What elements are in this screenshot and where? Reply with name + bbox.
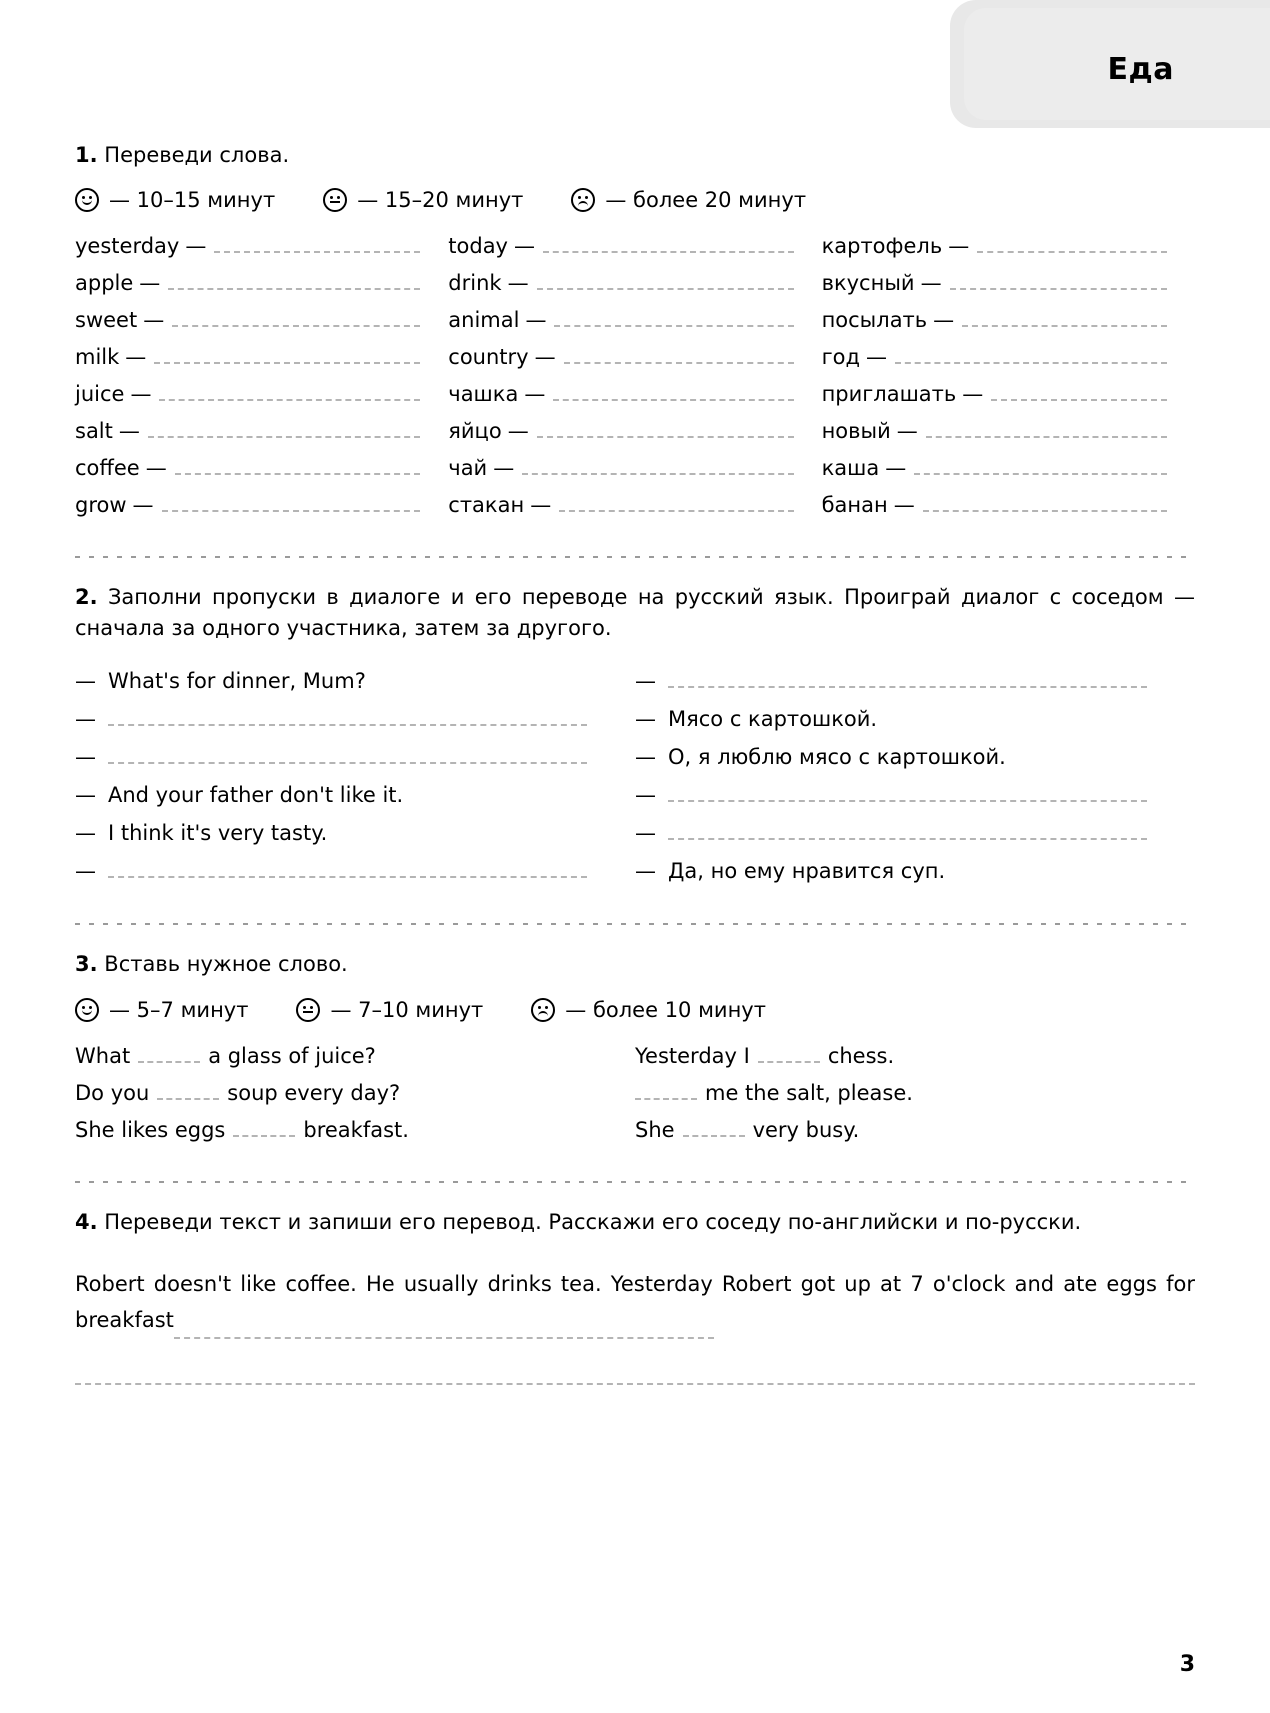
dash: — [75,669,96,694]
word-label: каша [821,456,880,481]
sentence-row [75,1044,635,1081]
dash: — [75,821,96,846]
word-label: посылать [821,308,928,333]
answer-blank[interactable] [554,311,793,327]
dialogue-text: О, я люблю мясо с картошкой. [668,745,1006,770]
word-row [75,308,448,345]
word-row [448,456,821,493]
word-row [822,345,1195,382]
answer-blank[interactable] [138,1049,200,1063]
sentence-post: me the salt, please. [705,1080,913,1105]
word-row [75,345,448,382]
dash: — [962,382,984,407]
word-row [822,271,1195,308]
task-1-word-grid [75,234,1195,530]
word-row [822,456,1195,493]
sentence-row [635,1118,1195,1155]
task-2-number: 2. [75,585,98,610]
sentence-post: breakfast. [303,1117,409,1142]
sentence-pre: Do you [75,1080,150,1105]
dash: — [534,345,556,370]
word-label: банан [821,493,888,518]
dash: — [139,271,161,296]
sentence-post: very busy. [752,1117,860,1142]
dialogue-line [635,745,1195,783]
word-row [822,234,1195,271]
answer-blank[interactable] [895,348,1167,364]
word-label: yesterday [75,234,180,259]
dialogue-text: Мясо с картошкой. [668,707,878,732]
page-title: Еда [1107,52,1174,87]
timing-happy [75,998,248,1022]
task-1-column-3 [822,234,1195,530]
answer-blank[interactable] [950,274,1167,290]
word-label: apple [75,271,134,296]
answer-blank[interactable] [108,748,587,764]
word-row [75,234,448,271]
word-label: яйцо [448,419,502,444]
answer-blank[interactable] [75,1383,1195,1385]
timing-neutral-label: — 15–20 минут [357,188,524,213]
timing-sad-label: — более 10 минут [565,997,766,1022]
task-3-column-1 [75,1044,635,1155]
dash: — [865,345,887,370]
word-row [448,345,821,382]
dash: — [185,234,207,259]
answer-blank[interactable] [214,237,420,253]
task-3-heading [75,949,1195,979]
answer-blank[interactable] [172,311,420,327]
timing-happy-label: — 10–15 минут [109,188,276,213]
answer-blank[interactable] [162,496,421,512]
dash: — [493,456,515,481]
sentence-pre: She likes eggs [75,1117,226,1142]
answer-blank[interactable] [159,385,420,401]
word-row [448,419,821,456]
timing-happy [75,188,275,212]
section-divider [75,1181,1195,1183]
answer-blank[interactable] [962,311,1167,327]
answer-blank[interactable] [668,672,1147,688]
dash: — [635,745,656,770]
task-1-number: 1. [75,143,98,167]
task-3-timing [75,998,1195,1022]
dash: — [514,234,535,259]
timing-happy-label: — 5–7 минут [109,997,249,1022]
dash: — [75,745,96,770]
dash: — [933,308,955,333]
task-1-title: Переведи слова. [104,143,290,167]
dash: — [75,783,96,808]
dash: — [125,345,147,370]
dialogue-line [635,783,1195,821]
dialogue-text: What's for dinner, Mum? [108,669,366,694]
word-label: новый [821,419,891,444]
task-2-title: Заполни пропуски в диалоге и его переводе на русский язык. Проиграй диалог с соседом — сначала за одного участника, затем за другого. [75,585,1195,640]
word-row [822,419,1195,456]
task-4-title: Переведи текст и запиши его перевод. Расскажи его соседу по-английски и по-русски. [104,1209,1082,1234]
word-row [75,382,448,419]
dialogue-line [635,821,1195,859]
dash: — [524,382,546,407]
dialogue-line [75,669,635,707]
sentence-post: a glass of juice? [208,1043,376,1068]
word-label: today [448,234,508,259]
answer-blank[interactable] [148,422,420,438]
word-row [822,493,1195,530]
word-label: juice [75,382,125,407]
word-label: sweet [75,308,138,333]
task-3-number: 3. [75,952,98,977]
timing-sad-label: — более 20 минут [605,188,807,213]
smiley-happy-icon [75,998,99,1022]
sentence-pre: She [635,1117,675,1142]
word-label: coffee [75,456,140,481]
sentence-row [635,1081,1195,1118]
dash: — [145,456,167,481]
task-4-text: Robert doesn't like coffee. He usually drinks tea. Yesterday Robert got up at 7 o'clock and ate eggs for breakfast [75,1272,1195,1332]
answer-blank[interactable] [559,496,793,512]
answer-blank[interactable] [553,385,793,401]
answer-blank[interactable] [564,348,794,364]
timing-neutral-label: — 7–10 минут [330,997,484,1022]
task-1-column-1 [75,234,448,530]
task-3-sentences [75,1044,1195,1155]
answer-blank[interactable] [233,1123,295,1137]
word-row [448,271,821,308]
dash: — [143,308,165,333]
dash: — [635,783,656,808]
word-row [448,308,821,345]
smiley-sad-icon [531,998,555,1022]
answer-blank[interactable] [668,824,1147,840]
word-row [75,419,448,456]
word-label: drink [448,271,502,296]
word-row [448,382,821,419]
timing-sad [531,998,766,1022]
word-label: чай [448,456,488,481]
dash: — [525,308,547,333]
answer-blank[interactable] [914,459,1167,475]
answer-blank[interactable] [174,1323,714,1339]
dialogue-text: And your father don't like it. [108,783,404,808]
word-row [822,382,1195,419]
dash: — [75,707,96,732]
timing-sad [571,188,806,212]
answer-blank[interactable] [157,1086,219,1100]
dash: — [920,271,942,296]
page-number: 3 [1179,1652,1195,1677]
word-row [822,308,1195,345]
dialogue-line [75,707,635,745]
word-label: приглашать [821,382,957,407]
dash: — [885,456,907,481]
dialogue-line [75,821,635,859]
dash: — [635,707,656,732]
section-divider [75,556,1195,558]
answer-blank[interactable] [154,348,420,364]
dialogue-line [635,859,1195,897]
word-row [448,493,821,530]
dialogue-line [75,859,635,897]
dash: — [118,419,140,444]
dialogue-russian-column [635,669,1195,897]
word-row [75,456,448,493]
answer-blank[interactable] [522,459,793,475]
task-1-timing [75,188,1195,212]
word-label: вкусный [821,271,915,296]
answer-blank[interactable] [977,237,1167,253]
dash: — [635,821,656,846]
sentence-row [75,1118,635,1155]
dash: — [507,419,529,444]
sentence-pre: Yesterday I [635,1043,750,1068]
dialogue-line [635,669,1195,707]
word-row [75,493,448,530]
sentence-pre: What [75,1043,131,1068]
timing-neutral [323,188,523,212]
answer-blank[interactable] [668,786,1147,802]
answer-blank[interactable] [537,422,794,438]
answer-blank[interactable] [923,496,1167,512]
word-label: стакан [448,493,525,518]
word-label: картофель [821,234,943,259]
task-2-dialogue [75,669,1195,897]
dialogue-text: Да, но ему нравится суп. [668,859,946,884]
dash: — [635,669,656,694]
word-label: grow [75,493,127,518]
dialogue-english-column [75,669,635,897]
dash: — [896,419,918,444]
answer-blank[interactable] [683,1123,745,1137]
task-4-heading [75,1207,1195,1237]
dash: — [507,271,529,296]
dash: — [75,859,96,884]
dash: — [132,493,154,518]
dash: — [893,493,915,518]
answer-blank[interactable] [758,1049,820,1063]
word-label: год [821,345,860,370]
word-label: чашка [448,382,519,407]
task-3-column-2 [635,1044,1195,1155]
smiley-happy-icon [75,188,99,212]
section-divider [75,923,1195,925]
sentence-post: soup every day? [227,1080,401,1105]
task-3-title: Вставь нужное слово. [104,952,348,977]
dash: — [130,382,152,407]
answer-blank[interactable] [537,274,794,290]
dialogue-text: I think it's very tasty. [108,821,328,846]
answer-blank[interactable] [991,385,1167,401]
smiley-neutral-icon [323,188,347,212]
answer-blank[interactable] [175,459,421,475]
word-row [448,234,821,271]
answer-blank[interactable] [168,274,420,290]
smiley-sad-icon [571,188,595,212]
timing-neutral [296,998,483,1022]
worksheet-page [75,0,1195,1713]
word-row [75,271,448,308]
answer-blank[interactable] [108,862,587,878]
dialogue-line [635,707,1195,745]
word-label: salt [75,419,113,444]
task-4-text-block [75,1267,1195,1338]
word-label: country [448,345,529,370]
dash: — [635,859,656,884]
dash: — [530,493,552,518]
dialogue-line [75,745,635,783]
smiley-neutral-icon [296,998,320,1022]
sentence-row [635,1044,1195,1081]
task-1-column-2 [448,234,821,530]
answer-blank[interactable] [635,1086,697,1100]
answer-blank[interactable] [543,237,794,253]
word-label: milk [75,345,120,370]
answer-blank[interactable] [926,422,1167,438]
dialogue-line [75,783,635,821]
word-label: animal [448,308,520,333]
task-2-heading [75,582,1195,643]
dash: — [948,234,970,259]
answer-blank[interactable] [108,710,587,726]
sentence-post: chess. [827,1043,895,1068]
sentence-row [75,1081,635,1118]
task-4-number: 4. [75,1209,98,1234]
task-1-heading [75,140,1195,170]
